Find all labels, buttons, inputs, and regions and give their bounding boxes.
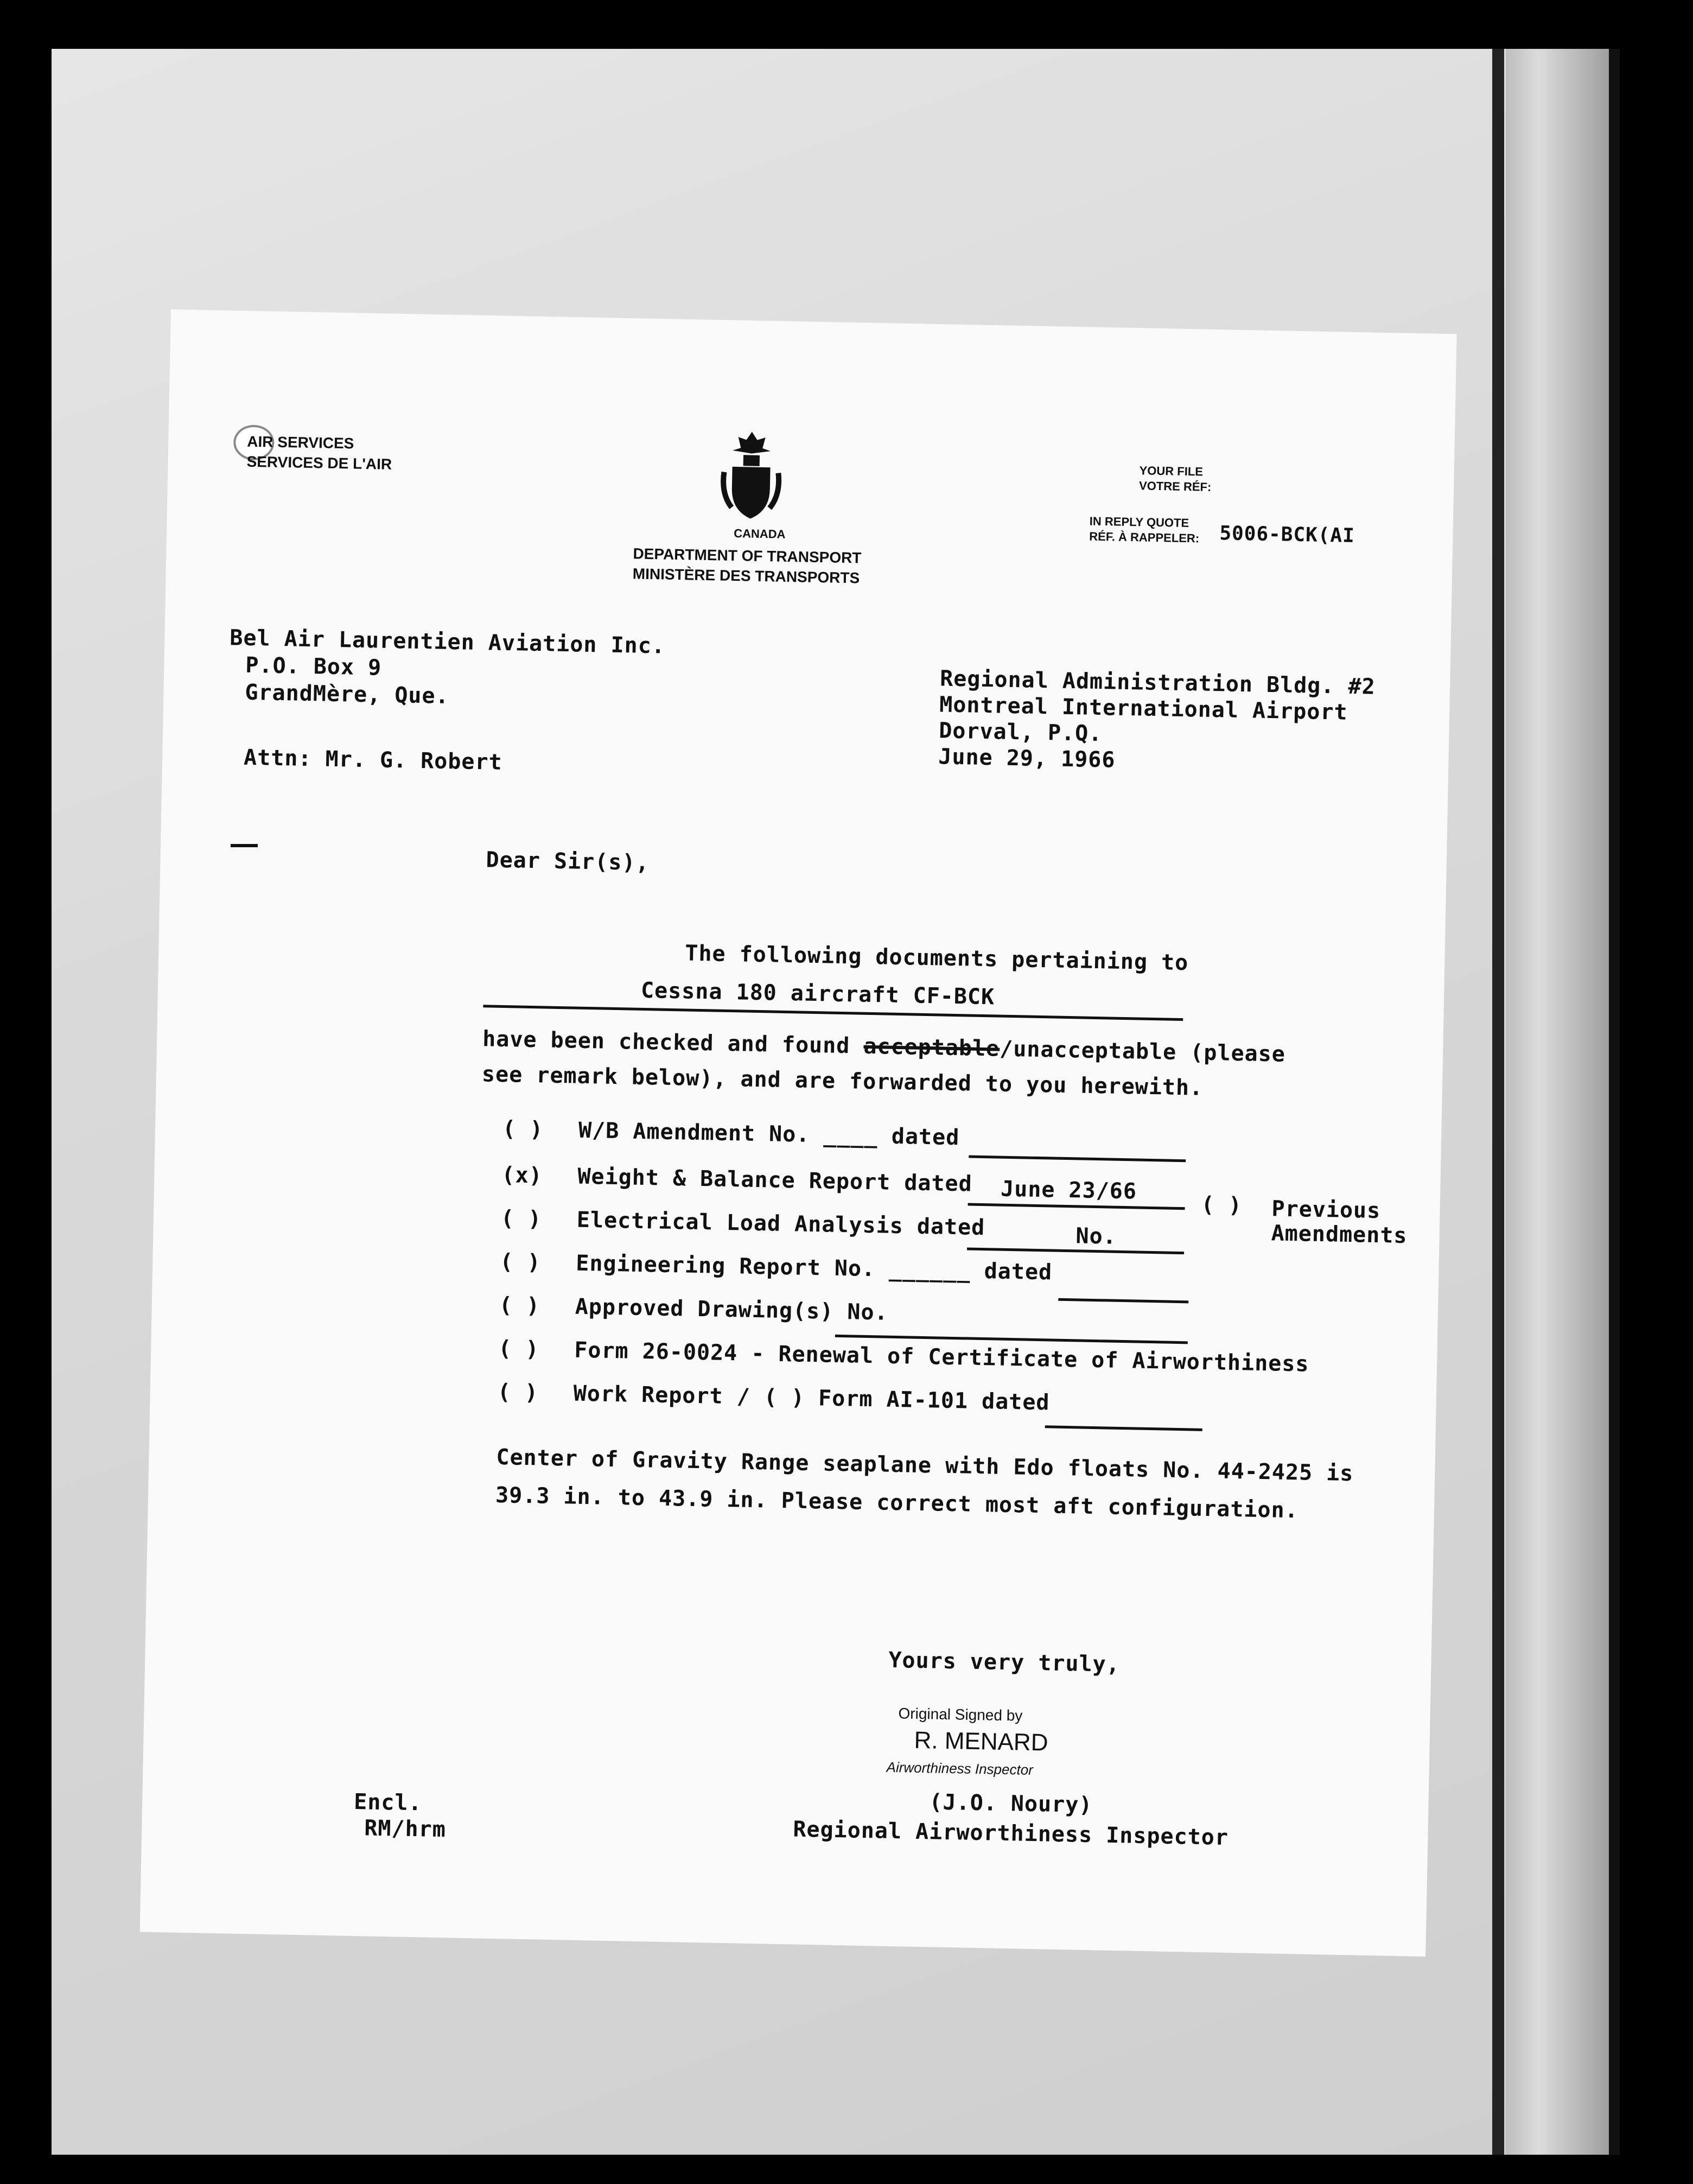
check-label-3: Electrical Load Analysis dated bbox=[576, 1207, 985, 1241]
check-mark-3: ( ) bbox=[500, 1205, 542, 1232]
country-label: CANADA bbox=[734, 526, 786, 541]
dated-blank-2 bbox=[968, 1203, 1185, 1210]
check-label-1: W/B Amendment No. ____ dated bbox=[578, 1118, 960, 1151]
recipient-box: P.O. Box 9 bbox=[245, 652, 382, 681]
number-blank-3 bbox=[967, 1247, 1184, 1254]
original-signed: Original Signed by bbox=[898, 1705, 1023, 1724]
aircraft-name: Cessna 180 aircraft CF-BCK bbox=[640, 977, 995, 1010]
sender-city: Dorval, P.Q. bbox=[938, 718, 1103, 747]
dated-blank-1 bbox=[969, 1156, 1186, 1163]
inspector-title: Regional Airworthiness Inspector bbox=[793, 1817, 1229, 1850]
reply-quote-label: IN REPLY QUOTE bbox=[1089, 514, 1189, 530]
reference-number: 5006-BCK(AI bbox=[1219, 522, 1355, 547]
check-mark-2: (x) bbox=[501, 1162, 543, 1189]
dated-blank-7 bbox=[1045, 1425, 1202, 1431]
ref-rappeler-label: RÉF. À RAPPELER: bbox=[1089, 529, 1200, 545]
signer-title: Airworthiness Inspector bbox=[886, 1758, 1034, 1778]
previous-line1: Previous bbox=[1271, 1196, 1381, 1224]
checked-post: /unacceptable (please bbox=[999, 1036, 1286, 1067]
department-en: DEPARTMENT OF TRANSPORT bbox=[633, 545, 862, 567]
previous-mark: ( ) bbox=[1201, 1192, 1243, 1218]
check-mark-7: ( ) bbox=[497, 1379, 539, 1406]
remark-line2: 39.3 in. to 43.9 in. Please correct most aft configuration. bbox=[495, 1482, 1299, 1523]
side-strip bbox=[1506, 49, 1614, 2155]
sender-airport: Montreal International Airport bbox=[939, 692, 1348, 725]
votre-ref-label: VOTRE RÉF: bbox=[1138, 479, 1212, 494]
check-label-2: Weight & Balance Report dated bbox=[577, 1164, 973, 1197]
struck-word: acceptable bbox=[863, 1033, 1000, 1062]
check-label-4: Engineering Report No. ______ dated bbox=[575, 1250, 1053, 1285]
margin-mark bbox=[231, 844, 258, 847]
check-mark-1: ( ) bbox=[502, 1116, 544, 1142]
remark-line1: Center of Gravity Range seaplane with Edo floats No. 44-2425 is bbox=[496, 1444, 1354, 1487]
previous-line2: Amendments bbox=[1271, 1221, 1408, 1249]
recipient-city: GrandMère, Que. bbox=[245, 680, 450, 709]
service-fr: SERVICES DE L'AIR bbox=[246, 453, 392, 473]
typist-initials: RM/hrm bbox=[364, 1815, 447, 1843]
dated-blank-4 bbox=[1058, 1298, 1188, 1304]
check-value-3: No. bbox=[1075, 1223, 1117, 1249]
check-mark-6: ( ) bbox=[498, 1336, 540, 1362]
your-file-label: YOUR FILE bbox=[1139, 464, 1204, 479]
canada-crest-icon bbox=[718, 428, 785, 522]
backing-edge bbox=[1492, 49, 1504, 2155]
side-strip-edge bbox=[1609, 49, 1620, 2155]
check-mark-4: ( ) bbox=[499, 1249, 542, 1275]
check-value-2: June 23/66 bbox=[1000, 1176, 1137, 1204]
enclosure: Encl. bbox=[353, 1789, 423, 1816]
signer-name: R. MENARD bbox=[914, 1726, 1048, 1756]
department-fr: MINISTÈRE DES TRANSPORTS bbox=[632, 565, 860, 587]
check-mark-5: ( ) bbox=[499, 1292, 540, 1319]
checked-pre: have been checked and found bbox=[482, 1026, 864, 1059]
check-label-5: Approved Drawing(s) No. bbox=[575, 1294, 889, 1325]
salutation: Dear Sir(s), bbox=[486, 847, 650, 876]
aircraft-underline bbox=[483, 1005, 1183, 1021]
check-label-6: Form 26-0024 - Renewal of Certificate of Airworthiness bbox=[574, 1337, 1309, 1377]
intro-line: The following documents pertaining to bbox=[684, 941, 1189, 976]
recipient-company: Bel Air Laurentien Aviation Inc. bbox=[229, 625, 666, 659]
drawing-blank-5 bbox=[835, 1335, 1188, 1344]
letter-date: June 29, 1966 bbox=[938, 744, 1116, 773]
forwarded-line: see remark below), and are forwarded to you herewith. bbox=[481, 1062, 1204, 1101]
check-label-7: Work Report / ( ) Form AI-101 dated bbox=[573, 1381, 1050, 1415]
letter-page bbox=[140, 309, 1457, 1957]
service-en: AIR SERVICES bbox=[247, 433, 354, 452]
checked-line bbox=[482, 1026, 1285, 1066]
recipient-attn: Attn: Mr. G. Robert bbox=[243, 745, 503, 775]
inspector-name: (J.O. Noury) bbox=[929, 1789, 1093, 1818]
sender-building: Regional Administration Bldg. #2 bbox=[939, 666, 1376, 700]
valediction: Yours very truly, bbox=[888, 1647, 1121, 1678]
